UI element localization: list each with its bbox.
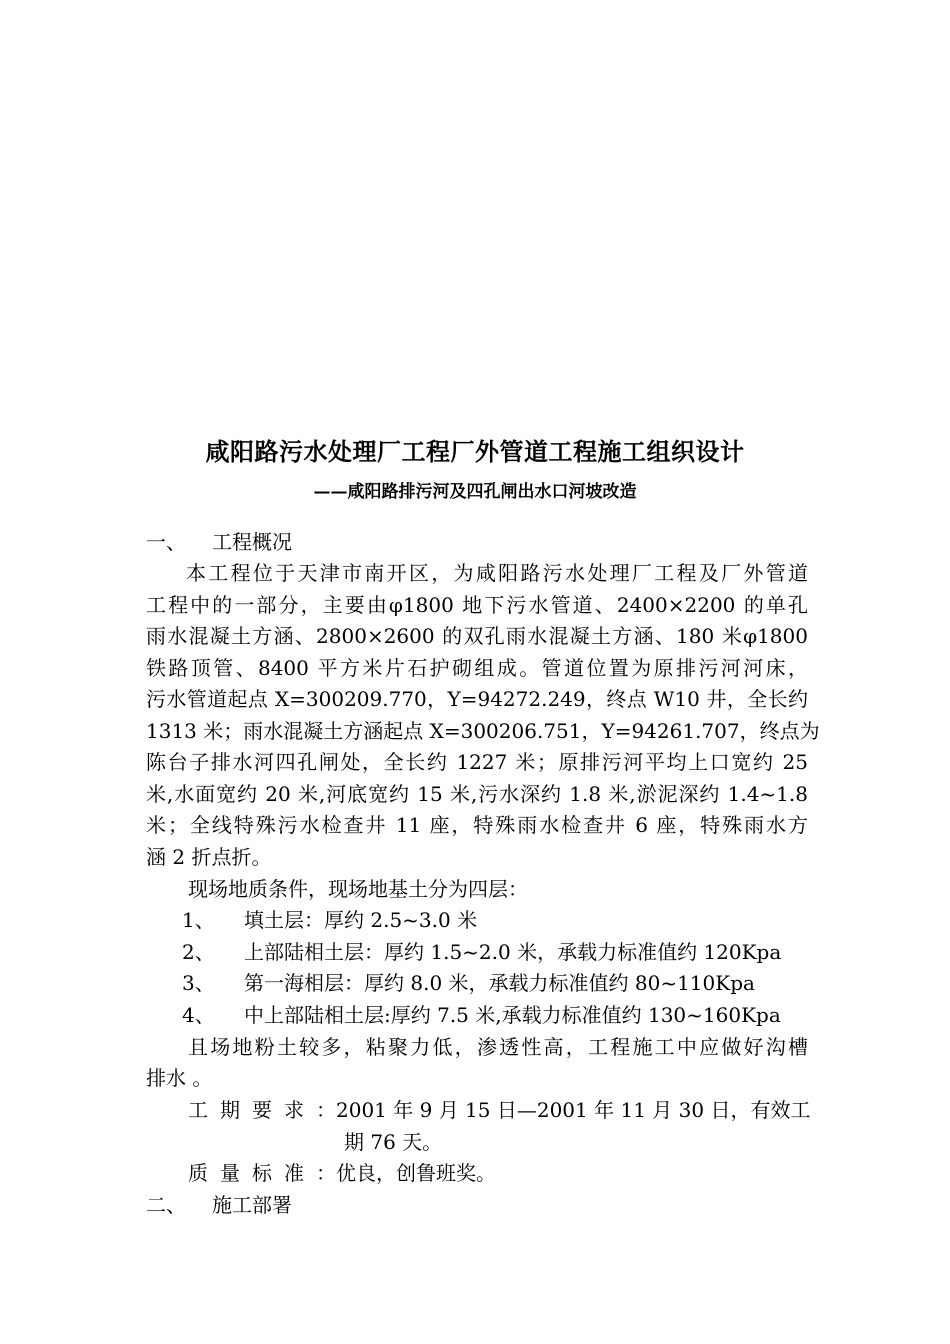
section-2-heading (146, 1190, 808, 1221)
overview-line: 工程中的一部分，主要由φ1800 地下污水管道、2400×2200 的单孔 (146, 593, 808, 617)
overview-line: 1313 米；雨水混凝土方涵起点 X=300206.751，Y=94261.707，终点为 (146, 719, 820, 743)
schedule-value: ：2001 年 9 月 15 日—2001 年 11 月 30 日，有效工 (316, 1098, 811, 1122)
layer-text: 填土层：厚约 2.5~3.0 米 (244, 908, 478, 932)
overview-line: 米,水面宽约 20 米,河底宽约 15 米,污水深约 1.8 米,淤泥深约 1.4~1.8 (146, 782, 808, 806)
overview-line: 涵 2 折点折。 (146, 845, 272, 869)
quality-row (188, 1158, 850, 1189)
schedule-label: 工期要求 (188, 1098, 316, 1122)
layer-item (182, 905, 844, 936)
section-2-title: 施工部署 (212, 1193, 292, 1217)
layer-number: 2、 (182, 940, 215, 964)
layer-number: 3、 (182, 971, 215, 995)
layer-number: 1、 (182, 908, 215, 932)
drainage-line: 排水 。 (146, 1066, 213, 1090)
overview-line: 陈台子排水河四孔闸处，全长约 1227 米；原排污河平均上口宽约 25 (146, 750, 808, 774)
schedule-value-continued: 期 76 天。 (344, 1130, 443, 1154)
layer-item (182, 1000, 844, 1031)
layer-text: 上部陆相土层：厚约 1.5~2.0 米，承载力标准值约 120Kpa (244, 940, 782, 964)
overview-line: 米；全线特殊污水检查井 11 座，特殊雨水检查井 6 座，特殊雨水方 (146, 813, 808, 837)
layer-text: 中上部陆相土层:厚约 7.5 米,承载力标准值约 130~160Kpa (244, 1003, 781, 1027)
quality-value: ：优良，创鲁班奖。 (316, 1161, 496, 1185)
geology-intro: 现场地质条件，现场地基土分为四层： (188, 877, 528, 901)
layer-text: 第一海相层：厚约 8.0 米，承载力标准值约 80~110Kpa (244, 971, 755, 995)
overview-line: 污水管道起点 X=300209.770，Y=94272.249，终点 W10 井，全长约 (146, 687, 808, 711)
schedule-row (188, 1095, 850, 1126)
overview-line: 本工程位于天津市南开区，为咸阳路污水处理厂工程及厂外管道 (186, 561, 808, 585)
overview-line: 雨水混凝土方涵、2800×2600 的双孔雨水混凝土方涵、180 米φ1800 (146, 624, 808, 648)
document-subtitle: ——咸阳路排污河及四孔闸出水口河坡改造 (313, 482, 637, 502)
section-2-number: 二、 (146, 1193, 186, 1217)
drainage-line: 且场地粉土较多，粘聚力低，渗透性高，工程施工中应做好沟槽 (188, 1035, 808, 1059)
layer-number: 4、 (182, 1003, 215, 1027)
section-1-number: 一、 (146, 530, 186, 554)
document-title: 咸阳路污水处理厂工程厂外管道工程施工组织设计 (205, 437, 745, 466)
overview-line: 铁路顶管、8400 平方米片石护砌组成。管道位置为原排污河河床， (146, 656, 808, 680)
layer-item (182, 968, 844, 999)
section-1-title: 工程概况 (212, 530, 292, 554)
section-1-heading (146, 527, 808, 558)
layer-item (182, 937, 844, 968)
quality-label: 质量标准 (188, 1161, 316, 1185)
